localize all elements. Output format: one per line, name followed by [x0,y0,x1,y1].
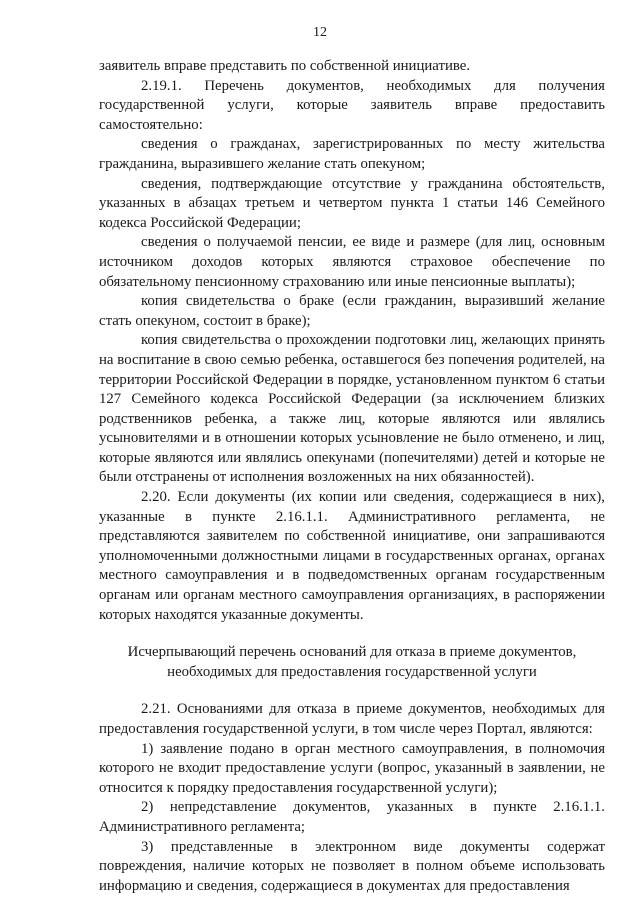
document-body [99,57,605,896]
refusal-ground-3: 3) представленные в электронном виде документы содержат повреждения, наличие которых не позволяет в полном объеме использовать информацию и сведения, содержащиеся в документах для предоставления [99,838,605,894]
refusal-ground-1: 1) заявление подано в орган местного самоуправления, в полномочия которого не входит предоставление услуги (вопрос, указанный в заявлении, не относится к порядку предоставления государственной услуги); [99,740,605,796]
list-item-marriage-certificate: копия свидетельства о браке (если гражданин, выразивший желание стать опекуном, состоит в браке); [99,293,605,329]
section-heading-line-1: Исчерпывающий перечень оснований для отказа в приеме документов, [127,644,577,661]
list-item-training-certificate: копия свидетельства о прохождении подготовки лиц, желающих принять на воспитание в свою семью ребенка, оставшегося без попечения родителей, на территории Российской Федерации в порядке, установленном пунктом 6 статьи 127 Семейного кодекса Российской Федерации (за исключением близких родственников ребенка, а также лиц, которые являются или являлись усыновителями и в отношении которых усыновление не было отменено, и лиц, которые являются или являлись опекунами (попечителями) детей и которые не были отстранены от исполнения возложенных на них обязанностей). [99,332,605,486]
refusal-ground-2: 2) непредставление документов, указанных в пункте 2.16.1.1. Административного регламента; [99,799,605,835]
paragraph-2-21: 2.21. Основаниями для отказа в приеме документов, необходимых для предоставления государственной услуги, в том числе через Портал, являются: [99,701,605,737]
page-number: 12 [313,25,327,40]
list-item-circumstances: сведения, подтверждающие отсутствие у гражданина обстоятельств, указанных в абзацах третьем и четвертом пункта 1 статьи 146 Семейного кодекса Российской Федерации; [99,175,605,231]
paragraph-2-19-1: 2.19.1. Перечень документов, необходимых для получения государственной услуги, которые заявитель вправе предоставить самостоятельно: [99,77,605,133]
paragraph-continuation: заявитель вправе представить по собственной инициативе. [99,58,471,74]
section-heading-line-2: необходимых для предоставления государственной услуги [167,663,537,680]
list-item-registered-citizens: сведения о гражданах, зарегистрированных по месту жительства гражданина, выразившего желание стать опекуном; [99,136,605,172]
section-heading [99,643,605,682]
paragraph-2-20: 2.20. Если документы (их копии или сведения, содержащиеся в них), указанные в пункте 2.16.1.1. Административного регламента, не представляются заявителем по собственной инициативе, они запрашиваются уполномоченными должностными лицами в государственных органах, органах местного самоуправления и в подведомственных органам государственным органам или органам местного самоуправления организациях, в распоряжении которых находятся указанные документы. [99,489,605,623]
list-item-pension: сведения о получаемой пенсии, ее виде и размере (для лиц, основным источником доходов которых являются страховое обеспечение по обязательному пенсионному страхованию или иные пенсионные выплаты); [99,234,605,290]
